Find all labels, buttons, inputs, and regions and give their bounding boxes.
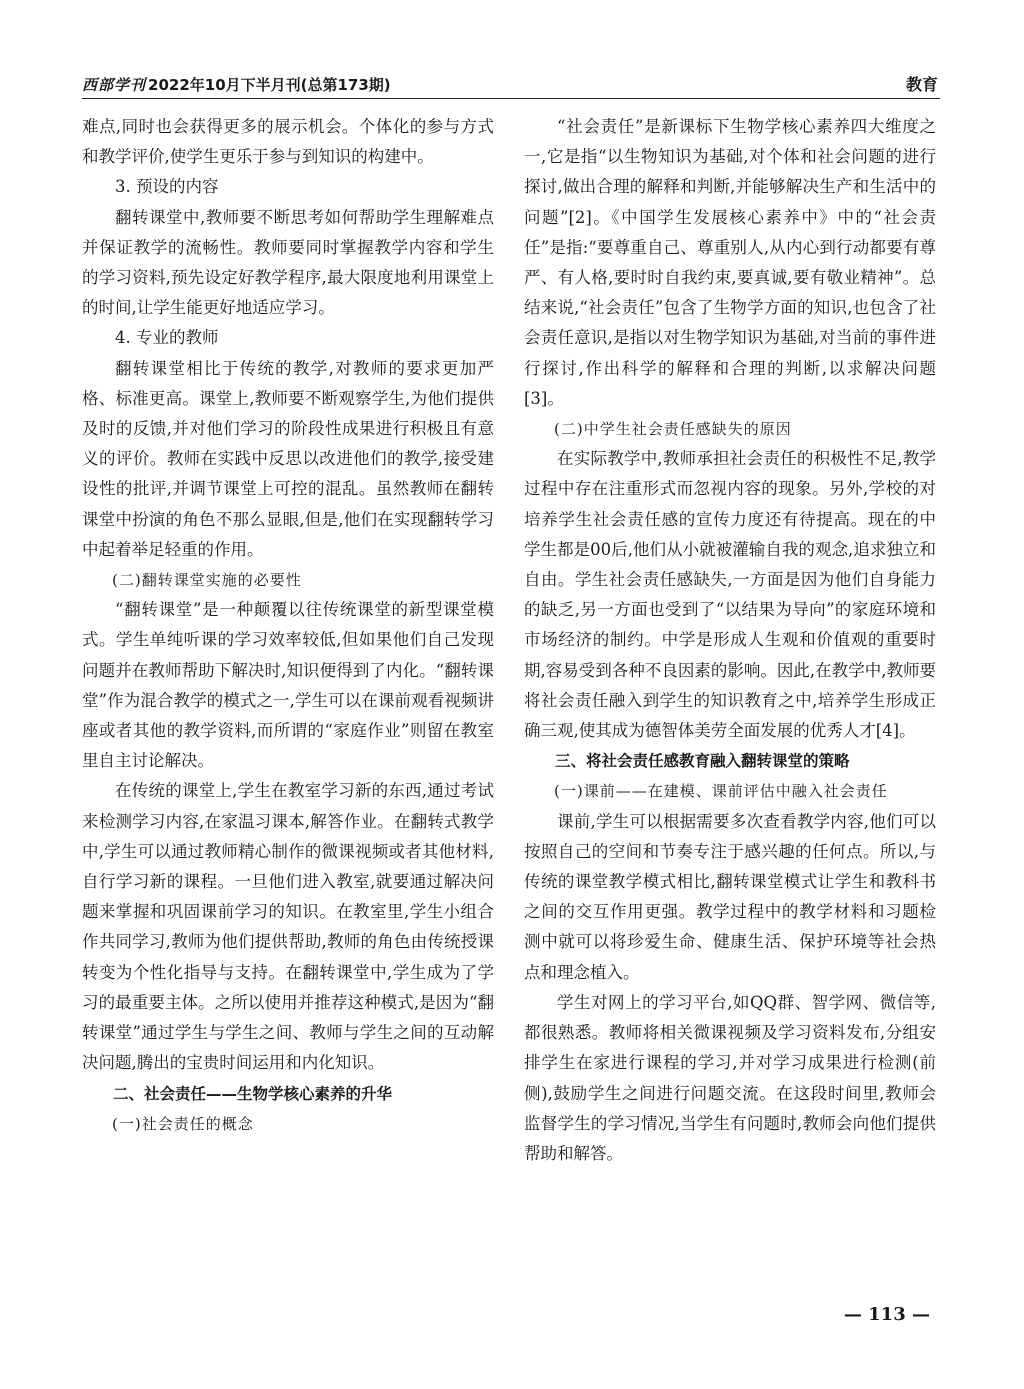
- paragraph: 4. 专业的教师: [115, 328, 219, 348]
- paragraph: 3. 预设的内容: [115, 177, 219, 197]
- paragraph: 学生对网上的学习平台,如QQ群、智学网、微信等,都很熟悉。教师将相关微课视频及学习资料发布,分组安排学生在家进行课程的学习,并对学习成果进行检测(前侧),鼓励学生之间进行问题交流。在这段时间里,教师会监督学生的学习情况,当学生有问题时,教师会向他们提供帮助和解答。: [524, 992, 936, 1163]
- paragraph: “翻转课堂”是一种颠覆以往传统课堂的新型课堂模式。学生单纯听课的学习效率较低,但如果他们自己发现问题并在教师帮助下解决时,知识便得到了内化。“翻转课堂”作为混合教学的模式之一,学生可以在课前观看视频讲座或者其他的教学资料,而所谓的“家庭作业”则留在教室里自主讨论解决。: [82, 600, 494, 771]
- left-column: [82, 112, 494, 1139]
- paragraph: 在实际教学中,教师承担社会责任的积极性不足,教学过程中存在注重形式而忽视内容的现象。另外,学校的对培养学生社会责任感的宣传力度还有待提高。现在的中学生都是00后,他们从小就被灌输自我的观念,追求独立和自由。学生社会责任感缺失,一方面是因为他们自身能力的缺乏,另一方面也受到了“以结果为导向”的家庭环境和市场经济的制约。中学是形成人生观和价值观的重要时期,容易受到各种不良因素的影响。因此,在教学中,教师要将社会责任融入到学生的知识教育之中,培养学生形成正确三观,使其成为德智体美劳全面发展的优秀人才[4]。: [524, 449, 936, 741]
- journal-logo: 西部学刊: [82, 76, 147, 94]
- paragraph: “社会责任”是新课标下生物学核心素养四大维度之一,它是指“以生物知识为基础,对个体和社会问题的进行探讨,做出合理的解释和判断,并能够解决生产和生活中的问题”[2]。《中国学生发展核心素养中》中的“社会责任”是指:“要尊重自己、尊重别人,从内心到行动都要有尊严、有人格,要时时自我约束,要真诚,要有敬业精神”。总结来说,“社会责任”包含了生物学方面的知识,也包含了社会责任意识,是指以对生物学知识为基础,对当前的事件进行探讨,作出科学的解释和合理的判断,以求解决问题[3]。: [524, 117, 936, 408]
- section-heading: (二)翻转课堂实施的必要性: [112, 571, 302, 590]
- section-heading: 二、社会责任——生物学核心素养的升华: [113, 1084, 393, 1103]
- section-heading: (二)中学生社会责任感缺失的原因: [554, 420, 792, 439]
- paragraph: 翻转课堂相比于传统的教学,对教师的要求更加严格、标准更高。课堂上,教师要不断观察学生,为他们提供及时的反馈,并对他们学习的阶段性成果进行积极且有意义的评价。教师在实践中反思以改进他们的教学,接受建设性的批评,并调节课堂上可控的混乱。虽然教师在翻转课堂中扮演的角色不那么显眼,但是,他们在实现翻转学习中起着举足轻重的作用。: [82, 358, 494, 559]
- section-title: 教育: [905, 75, 938, 94]
- page-number: — 113 —: [843, 1304, 930, 1325]
- right-column: [524, 112, 936, 1169]
- section-heading: (一)课前——在建模、课前评估中融入社会责任: [554, 782, 888, 801]
- paragraph: 难点,同时也会获得更多的展示机会。个体化的参与方式和教学评价,使学生更乐于参与到知识的构建中。: [82, 117, 494, 167]
- paragraph: 翻转课堂中,教师要不断思考如何帮助学生理解难点并保证教学的流畅性。教师要同时掌握教学内容和学生的学习资料,预先设定好教学程序,最大限度地利用课堂上的时间,让学生能更好地适应学习。: [82, 207, 494, 318]
- paragraph: 在传统的课堂上,学生在教室学习新的东西,通过考试来检测学习内容,在家温习课本,解答作业。在翻转式教学中,学生可以通过教师精心制作的微课视频或者其他材料,自行学习新的课程。一旦他们进入教室,就要通过解决问题来掌握和巩固课前学习的知识。在教室里,学生小组合作共同学习,教师为他们提供帮助,教师的角色由传统授课转变为个性化指导与支持。在翻转课堂中,学生成为了学习的最重要主体。之所以使用并推荐这种模式,是因为“翻转课堂”通过学生与学生之间、教师与学生之间的互动解决问题,腾出的宝贵时间运用和内化知识。: [82, 781, 494, 1073]
- issue-info: 2022年10月下半月刊(总第173期): [148, 76, 391, 94]
- page-header: [82, 74, 940, 99]
- section-heading: 三、将社会责任感教育融入翻转课堂的策略: [555, 752, 850, 771]
- paragraph: 课前,学生可以根据需要多次查看教学内容,他们可以按照自己的空间和节奏专注于感兴趣的任何点。所以,与传统的课堂教学模式相比,翻转课堂模式让学生和教科书之间的交互作用更强。教学过程中的教学材料和习题检测中就可以将珍爱生命、健康生活、保护环境等社会热点和理念植入。: [524, 811, 936, 982]
- section-heading: (一)社会责任的概念: [112, 1114, 254, 1133]
